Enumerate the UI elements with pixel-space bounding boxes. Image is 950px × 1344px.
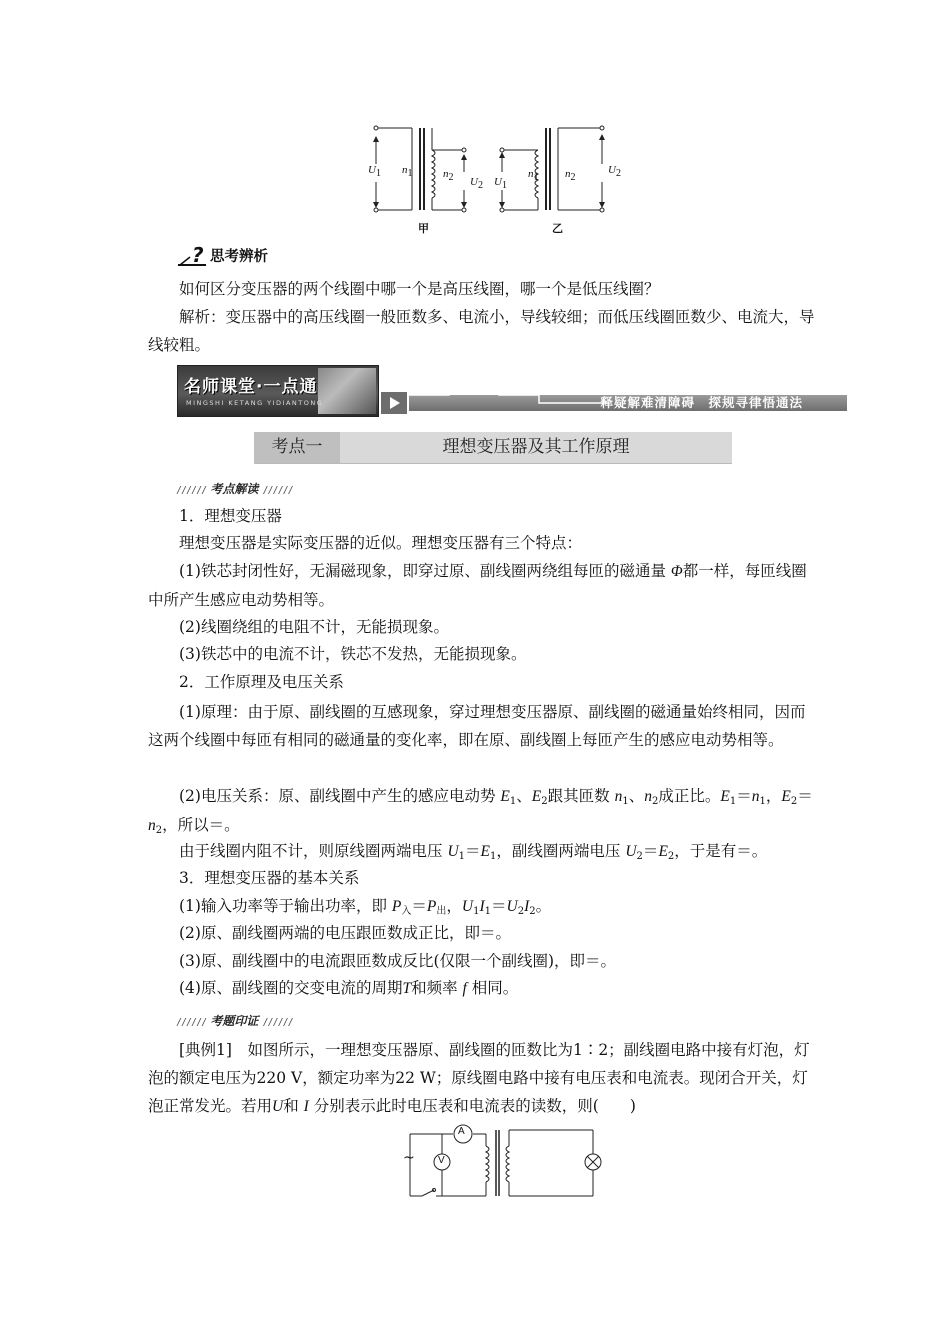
label-u2-right: $U_2$ [608, 164, 621, 179]
banner-slogan: 释疑解难清障碍 探规寻律悟通法 [600, 395, 803, 410]
example-1: [典例1] 如图所示，一理想变压器原、副线圈的匝数比为1∶2；副线圈电路中接有灯泡，灯泡的额定电压为220 V，额定功率为22 W；原线圈电路中接有电压表和电流表。现闭合开关，灯泡正常发光。若用U和 I 分别表示此时电压表和电流表的读数，则( ) [148, 1041, 810, 1115]
play-arrow-icon [381, 392, 407, 414]
label-u1-right: $U_1$ [494, 176, 507, 191]
section-banner [177, 365, 847, 417]
question-mark-icon [176, 243, 212, 269]
ac-source-symbol: ~ [403, 1150, 415, 1166]
para-10: (3)原、副线圈中的电流跟匝数成反比(仅限一个副线圈)，即＝。 [179, 952, 617, 970]
heading-3: 3．理想变压器的基本关系 [179, 869, 360, 887]
para-9: (2)原、副线圈两端的电压跟匝数成正比，即＝。 [179, 924, 511, 942]
para-1: 理想变压器是实际变压器的近似。理想变压器有三个特点： [179, 534, 583, 552]
transformer-figure [360, 120, 620, 242]
banner-pinyin: MINGSHI KETANG YIDIANTONG [186, 399, 324, 407]
label-u2-left: $U_2$ [470, 176, 483, 191]
label-u1-left: $U_1$ [368, 164, 381, 179]
think-answer: 解析：变压器中的高压线圈一般匝数多、电流小，导线较细；而低压线圈匝数少、电流大，导线较粗。 [148, 308, 815, 354]
kaodian-title: 理想变压器及其工作原理 [442, 437, 630, 457]
voltmeter-label: V [438, 1155, 445, 1166]
kaodian-bar [254, 432, 732, 464]
para-6: (2)电压关系：原、副线圈中产生的感应电动势 $E_1$、$E_2$跟其匝数 $n_1$、$n_2$成正比。$E_1=n_1$，$E_2=n_2$，所以＝。 [148, 787, 813, 836]
para-7: 由于线圈内阻不计，则原线圈两端电压 $U_1=E_1$，副线圈两端电压 $U_2=E_2$，于是有＝。 [179, 842, 768, 862]
banner-strip [409, 395, 847, 411]
banner-title: 名师课堂·一点通 [184, 377, 318, 397]
ammeter-label: A [458, 1126, 465, 1137]
heading-1: 1．理想变压器 [179, 507, 282, 525]
para-8: (1)输入功率等于输出功率，即 $P_入=P_出$，$U_1I_1=U_2I_2$。 [179, 897, 552, 917]
caption-yi: 乙 [552, 222, 563, 235]
heading-2: 2．工作原理及电压关系 [179, 673, 344, 691]
svg-text:?: ? [192, 243, 204, 267]
para-2: (1)铁芯封闭性好，无漏磁现象，即穿过原、副线圈两绕组每匝的磁通量 Φ都一样，每匝线圈中所产生感应电动势相等。 [148, 562, 807, 609]
kaodian-tag: 考点一 [254, 432, 340, 463]
think-heading [176, 243, 294, 269]
para-3: (2)线圈绕组的电阻不计，无能损现象。 [179, 618, 449, 636]
section-yinzheng: ////// 考题印证 ////// [176, 1014, 293, 1028]
label-n2-right: $n_2$ [565, 168, 576, 183]
think-label: 思考辨析 [210, 249, 268, 265]
think-question: 如何区分变压器的两个线圈中哪一个是高压线圈，哪一个是低压线圈？ [179, 280, 660, 298]
para-4: (3)铁芯中的电流不计，铁芯不发热，无能损现象。 [179, 645, 527, 663]
circuit-figure [400, 1120, 610, 1202]
banner-logo [177, 365, 379, 417]
para-5: (1)原理：由于原、副线圈的互感现象，穿过理想变压器原、副线圈的磁通量始终相同，因而这两个线圈中每匝有相同的磁通量的变化率，即在原、副线圈上每匝产生的感应电动势相等。 [148, 703, 806, 749]
label-n1-left: $n_1$ [402, 164, 413, 179]
banner-photo [318, 368, 376, 414]
label-n1-right: $n_1$ [528, 168, 539, 183]
label-n2-left: $n_2$ [443, 168, 454, 183]
caption-jia: 甲 [418, 222, 429, 235]
section-jiedu: ////// 考点解读 ////// [176, 482, 293, 496]
para-11: (4)原、副线圈的交变电流的周期T和频率 f 相同。 [179, 979, 519, 997]
